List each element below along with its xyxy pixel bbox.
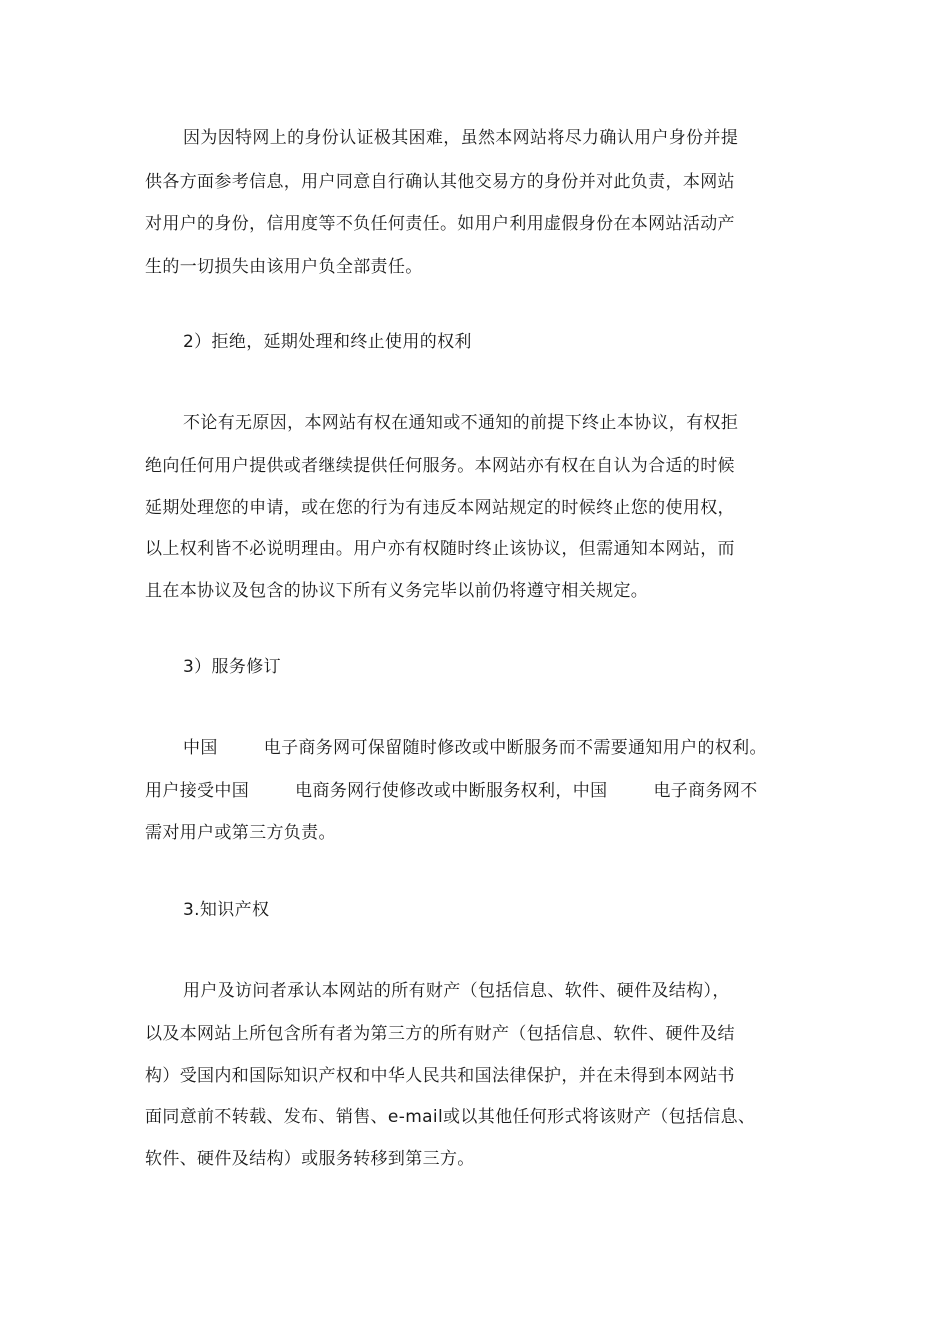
paragraph-1-line-1: 因为因特网上的身份认证极其困难，虽然本网站将尽力确认用户身份并提: [183, 128, 739, 148]
section-heading-service-revision: 3）服务修订: [183, 657, 281, 677]
paragraph-1-line-3: 对用户的身份，信用度等不负任何责任。如用户利用虚假身份在本网站活动产: [145, 214, 735, 234]
section-heading-intellectual-property: 3.知识产权: [183, 900, 270, 920]
paragraph-2-line-5: 且在本协议及包含的协议下所有义务完毕以前仍将遵守相关规定。: [145, 581, 649, 601]
paragraph-4-line-1: 用户及访问者承认本网站的所有财产（包括信息、软件、硬件及结构），: [183, 981, 730, 1001]
paragraph-2-line-1: 不论有无原因，本网站有权在通知或不通知的前提下终止本协议，有权拒: [183, 413, 739, 433]
paragraph-4-line-5: 软件、硬件及结构）或服务转移到第三方。: [145, 1149, 475, 1169]
paragraph-4-line-2: 以及本网站上所包含所有者为第三方的所有财产（包括信息、软件、硬件及结: [145, 1024, 735, 1044]
paragraph-3-line-1: 中国 电子商务网可保留随时修改或中断服务而不需要通知用户的权利。: [183, 738, 767, 758]
paragraph-4-line-4: 面同意前不转载、发布、销售、e-mail或以其他任何形式将该财产（包括信息、: [145, 1107, 756, 1127]
paragraph-2-line-2: 绝向任何用户提供或者继续提供任何服务。本网站亦有权在自认为合适的时候: [145, 456, 735, 476]
paragraph-1-line-4: 生的一切损失由该用户负全部责任。: [145, 257, 423, 277]
paragraph-4-line-3: 构）受国内和国际知识产权和中华人民共和国法律保护，并在未得到本网站书: [145, 1066, 735, 1086]
paragraph-3-line-2: 用户接受中国 电商务网行使修改或中断服务权利，中国 电子商务网不: [145, 781, 758, 801]
paragraph-3-line-3: 需对用户或第三方负责。: [145, 823, 336, 843]
paragraph-2-line-3: 延期处理您的申请，或在您的行为有违反本网站规定的时候终止您的使用权，: [145, 498, 735, 518]
paragraph-2-line-4: 以上权利皆不必说明理由。用户亦有权随时终止该协议，但需通知本网站，而: [145, 539, 735, 559]
section-heading-refusal: 2）拒绝，延期处理和终止使用的权利: [183, 332, 472, 352]
paragraph-1-line-2: 供各方面参考信息，用户同意自行确认其他交易方的身份并对此负责，本网站: [145, 172, 735, 192]
